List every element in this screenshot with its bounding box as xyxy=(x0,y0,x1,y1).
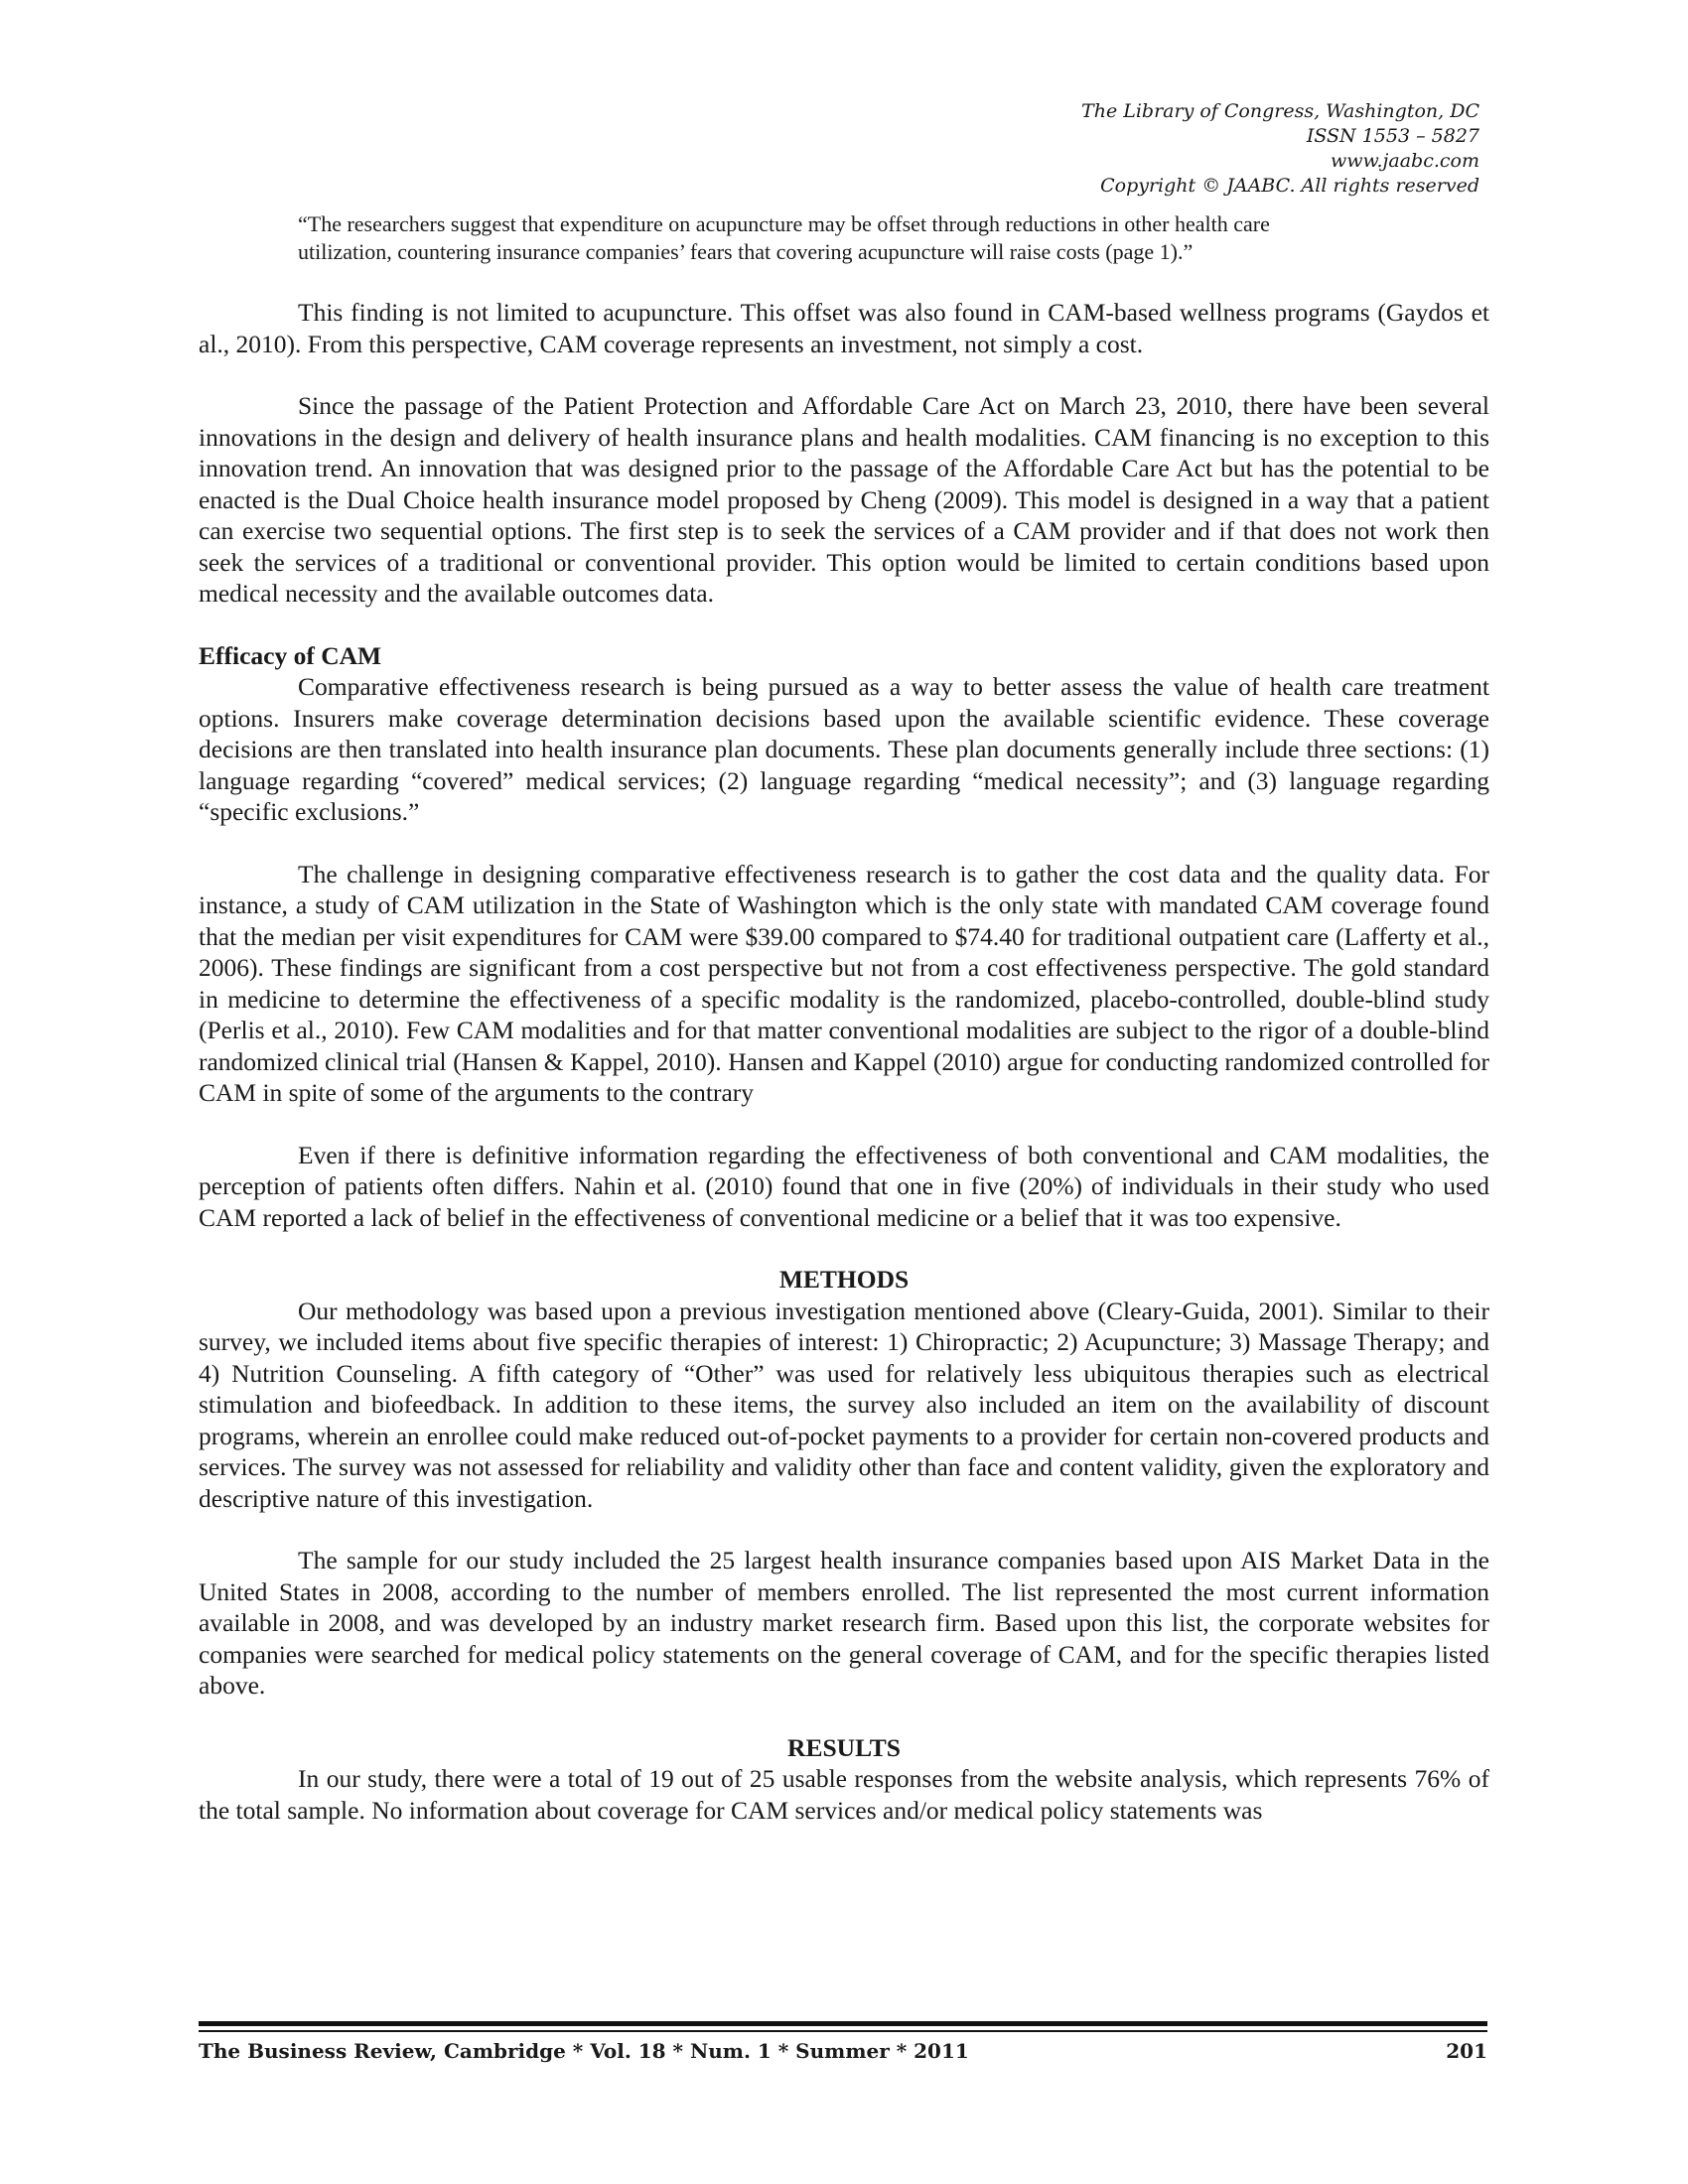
footer-rule-thin xyxy=(199,2030,1487,2032)
paragraph-offset: This finding is not limited to acupuncture. This offset was also found in CAM-based wellness programs (Gaydos et al., 2010). From this perspective, CAM coverage represents an investment, not simply a cost. xyxy=(199,298,1489,358)
article-body xyxy=(199,210,1489,1826)
masthead-library: The Library of Congress, Washington, DC xyxy=(1081,100,1479,122)
heading-efficacy: Efficacy of CAM xyxy=(199,640,382,670)
paragraph-methodology: Our methodology was based upon a previous investigation mentioned above (Cleary-Guida, 2001). Similar to their survey, we included items about five specific therapies of interest: 1) Chiropractic; 2) Acupuncture; 3) Massage Therapy; and 4) Nutrition Counseling. A fifth category of “Other” was used for relatively less ubiquitous therapies such as electrical stimulation and biofeedback. In addition to these items, the survey also included an item on the availability of discount programs, wherein an enrollee could make reduced out-of-pocket payments to a provider for certain non-covered products and services. The survey was not assessed for reliability and validity other than face and content validity, given the exploratory and descriptive nature of this investigation. xyxy=(199,1296,1489,1513)
footer-journal: The Business Review, Cambridge * Vol. 18 * Num. 1 * Summer * 2011 xyxy=(199,2039,969,2063)
paragraph-comparative-effectiveness: Comparative effectiveness research is being pursued as a way to better assess the value of health care treatment options. Insurers make coverage determination decisions based upon the available scientific evidence. These coverage decisions are then translated into health insurance plan documents. These plan documents generally include three sections: (1) language regarding “covered” medical services; (2) language regarding “medical necessity”; and (3) language regarding “specific exclusions.” xyxy=(199,672,1489,826)
footer-page-number: 201 xyxy=(1446,2039,1487,2063)
masthead-issn: ISSN 1553 – 5827 xyxy=(1306,125,1479,147)
masthead-website: www.jaabc.com xyxy=(1330,150,1479,172)
masthead-copyright: Copyright © JAABC. All rights reserved xyxy=(1100,175,1479,197)
paragraph-sample: The sample for our study included the 25 largest health insurance companies based upon AIS Market Data in the United States in 2008, according to the number of members enrolled. The list represented the most current information available in 2008, and was developed by an industry market research firm. Based upon this list, the corporate websites for companies were searched for medical policy statements on the general coverage of CAM, and for the specific therapies listed above. xyxy=(199,1546,1489,1700)
footer-rule-thick xyxy=(199,2021,1487,2026)
masthead xyxy=(884,99,1479,199)
page-footer xyxy=(199,2039,1487,2063)
paragraph-results: In our study, there were a total of 19 out of 25 usable responses from the website analysis, which represents 76% of the total sample. No information about coverage for CAM services and/or medical policy statements was xyxy=(199,1764,1489,1825)
paragraph-cost-data: The challenge in designing comparative effectiveness research is to gather the cost data and the quality data. For instance, a study of CAM utilization in the State of Washington which is the only state with mandated CAM coverage found that the median per visit expenditures for CAM were $39.00 compared to $74.40 for traditional outpatient care (Lafferty et al., 2006). These findings are significant from a cost perspective but not from a cost effectiveness perspective. The gold standard in medicine to determine the effectiveness of a specific modality is the randomized, placebo-controlled, double-blind study (Perlis et al., 2010). Few CAM modalities and for that matter conventional modalities are subject to the rigor of a double-blind randomized clinical trial (Hansen & Kappel, 2010). Hansen and Kappel (2010) argue for conducting randomized controlled for CAM in spite of some of the arguments to the contrary xyxy=(199,859,1489,1107)
paragraph-affordable-care-act: Since the passage of the Patient Protection and Affordable Care Act on March 23, 2010, there have been several innovations in the design and delivery of health insurance plans and health modalities. CAM financing is no exception to this innovation trend. An innovation that was designed prior to the passage of the Affordable Care Act but has the potential to be enacted is the Dual Choice health insurance model proposed by Cheng (2009). This model is designed in a way that a patient can exercise two sequential options. The first step is to seek the services of a CAM provider and if that does not work then seek the services of a traditional or conventional provider. This option would be limited to certain conditions based upon medical necessity and the available outcomes data. xyxy=(199,391,1489,608)
block-quote: “The researchers suggest that expenditure on acupuncture may be offset through reductions in other health care utilization, countering insurance companies’ fears that covering acupuncture will raise costs (page 1).” xyxy=(298,211,1270,264)
paragraph-patient-perception: Even if there is definitive information regarding the effectiveness of both conventional and CAM modalities, the perception of patients often differs. Nahin et al. (2010) found that one in five (20%) of individuals in their study who used CAM reported a lack of belief in the effectiveness of conventional medicine or a belief that it was too expensive. xyxy=(199,1140,1489,1232)
heading-methods: METHODS xyxy=(778,1265,910,1294)
heading-results: RESULTS xyxy=(787,1732,901,1762)
